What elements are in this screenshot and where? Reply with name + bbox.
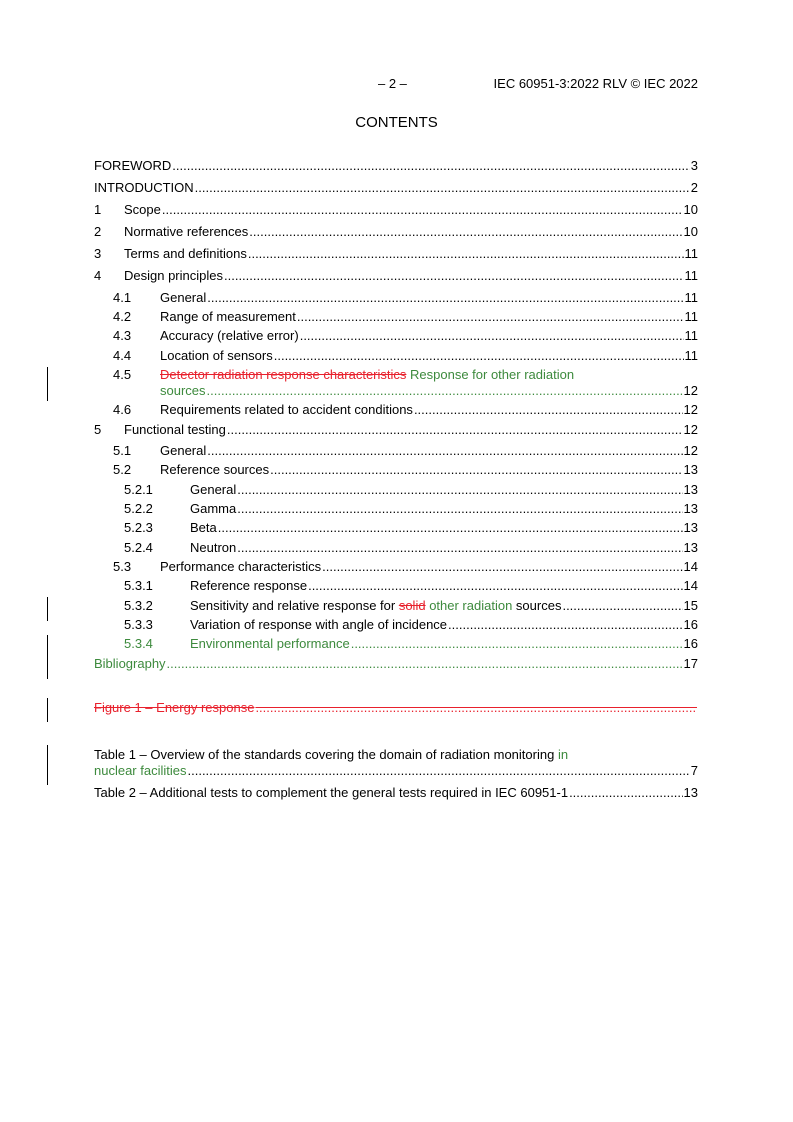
toc-leader xyxy=(207,290,683,305)
toc-label: FOREWORD xyxy=(94,158,172,173)
toc-leader xyxy=(207,383,683,398)
label-text: sources xyxy=(512,598,562,613)
toc-page: 12 xyxy=(683,443,698,458)
toc-entry-5-3-1[interactable] xyxy=(124,578,698,596)
toc-label: Table 2 – Additional tests to complement the general tests required in IEC 60951-1 xyxy=(94,785,569,800)
toc-entry-5-2-2[interactable] xyxy=(124,501,698,519)
toc-page: 13 xyxy=(683,540,698,555)
toc-leader xyxy=(167,656,683,671)
toc-leader xyxy=(308,578,682,593)
toc-entry-2[interactable] xyxy=(94,224,698,242)
figure-entry-1[interactable] xyxy=(94,700,698,718)
toc-entry-bibliography[interactable] xyxy=(94,656,698,674)
label-text: Sensitivity and relative response for xyxy=(190,598,399,613)
toc-entry-5-1[interactable] xyxy=(113,443,698,461)
label-text: Table 1 – Overview of the standards covering the domain of radiation monitoring xyxy=(94,747,555,762)
toc-label: Bibliography xyxy=(94,656,166,671)
toc-page: 11 xyxy=(684,268,698,283)
toc-number: 5.3.1 xyxy=(124,578,153,593)
toc-leader xyxy=(224,268,684,283)
toc-label: Beta xyxy=(190,520,217,535)
toc-page: 13 xyxy=(683,520,698,535)
toc-label: Normative references xyxy=(124,224,249,239)
toc-label: Location of sensors xyxy=(160,348,273,363)
toc-page: 13 xyxy=(683,501,698,516)
toc-label: Scope xyxy=(124,202,161,217)
change-bar xyxy=(47,698,48,722)
toc-leader xyxy=(569,785,682,800)
toc-page: 16 xyxy=(683,636,698,651)
toc-leader xyxy=(248,246,684,261)
toc-entry-1[interactable] xyxy=(94,202,698,220)
toc-entry-5-2[interactable] xyxy=(113,462,698,480)
toc-entry-introduction[interactable] xyxy=(94,180,698,198)
toc-leader xyxy=(448,617,683,632)
toc-page: 14 xyxy=(683,559,698,574)
change-bar xyxy=(47,745,48,785)
toc-label: Accuracy (relative error) xyxy=(160,328,299,343)
toc-entry-4-5-cont[interactable] xyxy=(160,383,698,401)
toc-label: Environmental performance xyxy=(190,636,350,651)
toc-entry-4-1[interactable] xyxy=(113,290,698,308)
toc-entry-5-3-3[interactable] xyxy=(124,617,698,635)
toc-number: 5.2.3 xyxy=(124,520,153,535)
toc-page: 12 xyxy=(683,422,698,437)
toc-leader xyxy=(207,443,682,458)
toc-entry-5-3-2[interactable] xyxy=(124,598,698,616)
toc-leader xyxy=(227,422,683,437)
toc-entry-5[interactable] xyxy=(94,422,698,440)
inserted-text: in xyxy=(554,747,569,762)
toc-entry-5-2-4[interactable] xyxy=(124,540,698,558)
toc-label: Reference response xyxy=(190,578,308,593)
toc-page: 13 xyxy=(683,482,698,497)
toc-page: 13 xyxy=(683,785,698,800)
toc-page: 11 xyxy=(684,348,698,363)
toc-leader xyxy=(562,598,682,613)
toc-entry-5-3[interactable] xyxy=(113,559,698,577)
toc-leader xyxy=(162,202,683,217)
toc-entry-5-2-3[interactable] xyxy=(124,520,698,538)
toc-leader xyxy=(237,501,682,516)
toc-label: Requirements related to accident conditions xyxy=(160,402,413,417)
toc-number: 5.3.2 xyxy=(124,598,153,613)
toc-number: 5.2.4 xyxy=(124,540,153,555)
toc-label: General xyxy=(160,290,207,305)
toc-leader xyxy=(218,520,683,535)
inserted-text: other radiation xyxy=(425,598,513,613)
toc-label xyxy=(160,367,574,382)
toc-label: Figure 1 – Energy response xyxy=(94,700,255,715)
page-number: – 2 – xyxy=(378,76,407,91)
toc-entry-4-4[interactable] xyxy=(113,348,698,366)
toc-leader xyxy=(188,763,690,778)
toc-entry-5-2-1[interactable] xyxy=(124,482,698,500)
toc-entry-4[interactable] xyxy=(94,268,698,286)
toc-label: Gamma xyxy=(190,501,237,516)
toc-number: 5.1 xyxy=(113,443,132,458)
toc-leader xyxy=(297,309,684,324)
toc-label: Design principles xyxy=(124,268,223,283)
toc-label: Performance characteristics xyxy=(160,559,322,574)
toc-label: Range of measurement xyxy=(160,309,296,324)
toc-number: 5.3.3 xyxy=(124,617,153,632)
toc-page: 15 xyxy=(683,598,698,613)
toc-entry-5-3-4[interactable] xyxy=(124,636,698,654)
toc-page: 11 xyxy=(684,309,698,324)
toc-page: 2 xyxy=(690,180,698,195)
toc-number: 4.5 xyxy=(113,367,132,382)
toc-number: 5.3 xyxy=(113,559,132,574)
toc-label: Terms and definitions xyxy=(124,246,247,261)
toc-number: 2 xyxy=(94,224,102,239)
toc-number: 5 xyxy=(94,422,102,437)
page-title: CONTENTS xyxy=(355,114,438,131)
toc-leader xyxy=(270,462,682,477)
table-entry-1-cont[interactable] xyxy=(94,763,698,781)
toc-number: 5.3.4 xyxy=(124,636,153,651)
toc-page: 11 xyxy=(684,328,698,343)
toc-leader xyxy=(195,180,690,195)
toc-page: 16 xyxy=(683,617,698,632)
deleted-text: Detector radiation response characteristics xyxy=(160,367,407,382)
toc-number: 4.4 xyxy=(113,348,132,363)
toc-page: 11 xyxy=(684,246,698,261)
toc-number: 4.6 xyxy=(113,402,132,417)
change-bar xyxy=(47,367,48,401)
toc-leader xyxy=(414,402,683,417)
toc-number: 3 xyxy=(94,246,102,261)
toc-page: 7 xyxy=(690,763,698,778)
toc-page: 12 xyxy=(683,383,698,398)
toc-entry-4-6[interactable] xyxy=(113,402,698,420)
toc-leader xyxy=(255,700,697,715)
inserted-text: sources xyxy=(160,383,206,398)
inserted-text: Response for other radiation xyxy=(410,367,575,382)
toc-leader xyxy=(237,482,682,497)
toc-number: 4.2 xyxy=(113,309,132,324)
toc-page: 11 xyxy=(684,290,698,305)
toc-page: 13 xyxy=(683,462,698,477)
toc-number: 4.3 xyxy=(113,328,132,343)
change-bar xyxy=(47,635,48,679)
toc-leader xyxy=(172,158,689,173)
toc-page: 10 xyxy=(683,202,698,217)
toc-entry-3[interactable] xyxy=(94,246,698,264)
toc-page: 17 xyxy=(683,656,698,671)
toc-entry-4-3[interactable] xyxy=(113,328,698,346)
toc-label: Variation of response with angle of incidence xyxy=(190,617,448,632)
toc-number: 1 xyxy=(94,202,102,217)
toc-page: 3 xyxy=(690,158,698,173)
toc-leader xyxy=(322,559,682,574)
inserted-text: nuclear facilities xyxy=(94,763,187,778)
toc-number: 5.2.2 xyxy=(124,501,153,516)
change-bar xyxy=(47,597,48,621)
toc-label: Reference sources xyxy=(160,462,270,477)
toc-label: General xyxy=(160,443,207,458)
toc-number: 5.2 xyxy=(113,462,132,477)
toc-number: 4.1 xyxy=(113,290,132,305)
deleted-text: solid xyxy=(398,598,426,613)
toc-page: 14 xyxy=(683,578,698,593)
document-reference: IEC 60951-3:2022 RLV © IEC 2022 xyxy=(493,76,698,91)
table-entry-2[interactable] xyxy=(94,785,698,803)
toc-label xyxy=(94,747,568,762)
toc-leader xyxy=(237,540,682,555)
toc-label: Functional testing xyxy=(124,422,226,437)
toc-number: 5.2.1 xyxy=(124,482,153,497)
toc-label: General xyxy=(190,482,237,497)
toc-page: 10 xyxy=(683,224,698,239)
toc-leader xyxy=(300,328,684,343)
toc-page: 12 xyxy=(683,402,698,417)
toc-leader xyxy=(274,348,684,363)
toc-entry-4-2[interactable] xyxy=(113,309,698,327)
toc-leader xyxy=(249,224,682,239)
toc-entry-foreword[interactable] xyxy=(94,158,698,176)
toc-label: Neutron xyxy=(190,540,237,555)
toc-number: 4 xyxy=(94,268,102,283)
toc-leader xyxy=(351,636,683,651)
toc-label xyxy=(190,598,561,613)
toc-label: INTRODUCTION xyxy=(94,180,194,195)
